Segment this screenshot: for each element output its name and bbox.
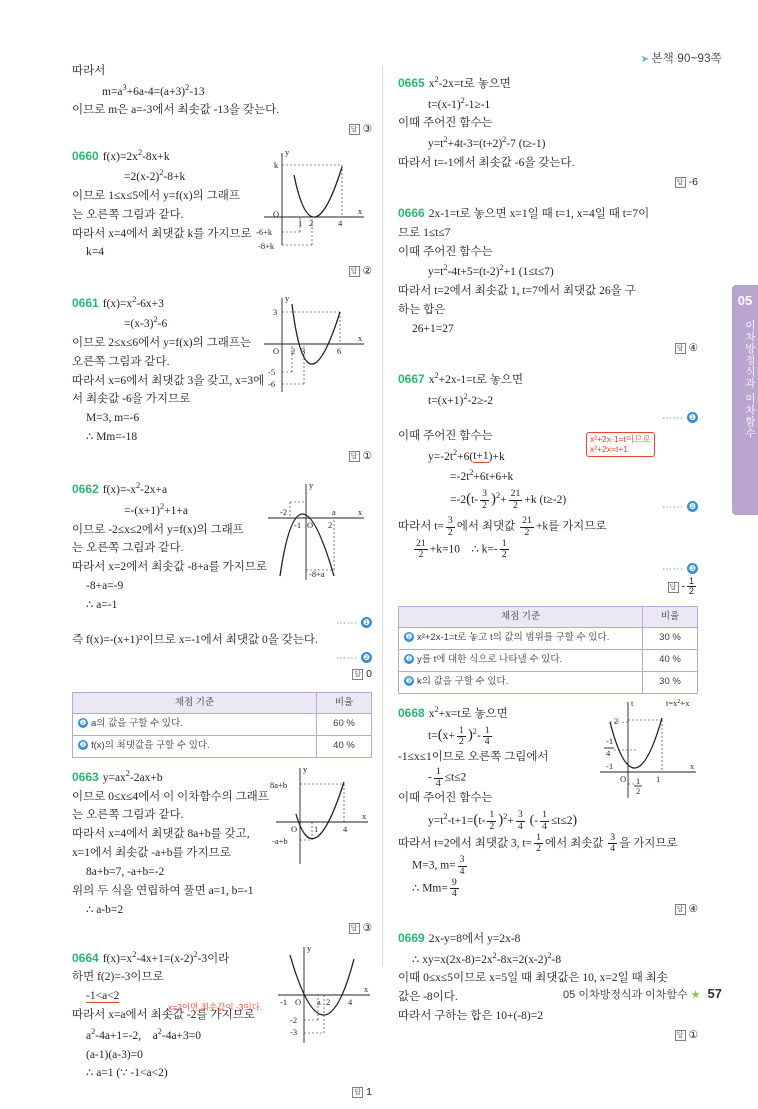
criteria-marker: ❶	[405, 632, 413, 642]
answer-line: 답 0	[72, 666, 372, 682]
arrow-icon: ➤	[640, 54, 650, 65]
text-line: 이때 주어진 함수는	[398, 791, 493, 804]
problem-0668	[398, 697, 698, 917]
formula-line: $y=t^2-4t+5=(t-2)^2+1$ (1≤t≤7)	[428, 263, 554, 279]
chapter-title: 이차방정식과 이차함수	[744, 320, 756, 439]
svg-text:-1: -1	[606, 760, 614, 771]
problem-head	[398, 204, 698, 224]
problem-head	[398, 74, 698, 94]
problem-number: 0668	[398, 705, 425, 720]
svg-text:-8+k: -8+k	[258, 240, 275, 251]
text-line: 따라서 x=4에서 최댓값 8a+b를 갖고,	[72, 828, 250, 841]
text-line: 따라서 t=2에서 최솟값 1, t=7에서 최댓값 26을 구	[398, 285, 636, 298]
problem-number: 0662	[72, 482, 99, 497]
cue-marker-2: ⋯⋯ ❷	[336, 652, 371, 664]
formula-line: $\frac{21}{2}$ +k=10 ∴ k=- $\frac{1}{2}$	[416, 538, 507, 561]
svg-text:2: 2	[328, 520, 333, 531]
text-line: ∴ a=-1	[86, 598, 118, 611]
graph-0660	[254, 145, 374, 262]
svg-text:3: 3	[301, 345, 306, 356]
answer-line: 답 1	[72, 1084, 372, 1100]
answer-line: 답 - $\frac{1}{2}$	[398, 577, 698, 597]
problem-number: 0669	[398, 930, 425, 945]
text-line: 하는 합은	[398, 303, 446, 316]
formula-line: $x^2+2x-1=t$로 놓으면	[428, 370, 524, 386]
formula-line: $t=(x+1)^2-2\ge-2$	[428, 391, 493, 407]
svg-text:2: 2	[614, 715, 619, 726]
problem-0666	[398, 204, 698, 356]
red-annotation: x=2이면 최솟값이 -3이다.	[168, 1001, 263, 1012]
answer-box-icon: 답	[675, 177, 686, 188]
svg-text:O: O	[307, 520, 314, 531]
formula-line: (a-1)(a-3)=0	[86, 1048, 143, 1061]
answer-box-icon: 답	[349, 451, 360, 462]
rubric-ratio-cell: 30 %	[643, 671, 698, 693]
criteria-marker: ❶	[79, 718, 87, 728]
svg-text:O: O	[291, 823, 298, 834]
text-line: 따라서 x=6에서 최댓값 3을 갖고, x=3에	[72, 374, 265, 387]
problem-0665	[398, 74, 698, 190]
answer-line: 답 ③	[72, 121, 372, 137]
formula-line: ∴ $xy=x(2x-8)=2x^2-8x=2(x-2)^2-8$	[412, 950, 562, 966]
answer-box-icon: 답	[675, 904, 686, 915]
text-line: 이므로 2≤x≤6에서 y=f(x)의 그래프는	[72, 336, 252, 349]
svg-text:1: 1	[636, 775, 641, 786]
text-line: 따라서 t= $\frac{3}{2}$ 에서 최댓값 $\frac{21}{2}$ +k를 가지므로	[398, 515, 607, 538]
text-line: 이므로 1≤x≤5에서 y=f(x)의 그래프	[72, 189, 240, 202]
problem-number: 0661	[72, 295, 99, 310]
formula-line: $=-2t^2+6t+6+k$	[450, 468, 514, 483]
formula-line: $y=t^2+4t-3=(t+2)^2-7$ (t≥-1)	[428, 135, 546, 151]
answer-box-icon: 답	[675, 1030, 686, 1041]
problem-number: 0666	[398, 205, 425, 220]
solution-intro	[72, 63, 372, 138]
svg-text:y: y	[307, 942, 312, 953]
problem-number: 0660	[72, 148, 99, 163]
svg-text:x: x	[364, 983, 369, 994]
svg-text:y: y	[285, 292, 290, 303]
formula-line: $y=-2t^2+6(t+1)+k$	[428, 447, 505, 463]
svg-text:O: O	[273, 345, 280, 356]
answer-line: 답 ①	[72, 448, 372, 464]
svg-text:-2: -2	[290, 1014, 298, 1025]
answer-box-icon: 답	[349, 266, 360, 277]
answer-line: 답 ①	[398, 1027, 698, 1043]
criteria-marker: ❷	[79, 740, 87, 750]
rubric-criteria-cell: ❶ a의 값을 구할 수 있다.	[73, 714, 317, 736]
answer-box-icon: 답	[349, 124, 360, 135]
table-row	[399, 650, 698, 672]
graph-0663	[260, 764, 375, 881]
rubric-ratio-header: 비율	[317, 692, 372, 714]
svg-text:x: x	[358, 507, 363, 518]
text-line: 따라서 x=2에서 최솟값 -8+a를 가지므로	[72, 561, 268, 574]
answer-line: 답 -6	[398, 174, 698, 190]
text-line: 이므로 m은 a=-3에서 최솟값 -13을 갖는다.	[72, 104, 280, 117]
svg-text:6: 6	[337, 345, 342, 356]
text-line: 따라서 구하는 합은 10+(-8)=2	[398, 1009, 543, 1022]
text-line: 는 오른쪽 그림과 같다.	[72, 809, 184, 822]
formula-line: t=(x+ $\frac{1}{2}$ )$^2$- $\frac{1}{4}$	[428, 725, 490, 748]
answer-line: 답 ④	[398, 901, 698, 917]
svg-text:O: O	[295, 996, 302, 1007]
problem-0663	[72, 763, 372, 937]
rubric-criteria-cell: ❷ f(x)의 최댓값을 구할 수 있다.	[73, 736, 317, 758]
problem-0661	[72, 294, 372, 465]
answer-box-icon: 답	[675, 343, 686, 354]
formula-line: $=(x-3)^2-6$	[124, 315, 168, 331]
svg-text:2: 2	[291, 345, 296, 356]
formula-line: $=2(x-2)^2-8+k$	[124, 168, 186, 184]
right-column	[398, 62, 698, 1052]
criteria-marker: ❷	[405, 654, 413, 664]
text-line: 는 오른쪽 그림과 같다.	[72, 208, 184, 221]
text-line: 위의 두 식을 연립하여 풀면 a=1, b=-1	[72, 884, 254, 897]
svg-text:x: x	[362, 810, 367, 821]
problem-number: 0665	[398, 76, 425, 90]
svg-text:x: x	[690, 760, 695, 771]
svg-text:2: 2	[636, 785, 641, 796]
text-line: 즉 f(x)=-(x+1)²이므로 x=-1에서 최댓값 0을 갖는다.	[72, 634, 318, 647]
formula-line: $x^2-2x=t$로 놓으면	[428, 75, 511, 90]
text-line: 8a+b=7, -a+b=-2	[86, 865, 165, 878]
text-line: 따라서 t=2에서 최댓값 3, t= $\frac{1}{2}$ 에서 최솟값 $\frac{3}{4}$ 을 가지므로	[398, 831, 678, 855]
problem-number: 0667	[398, 371, 425, 386]
cue-marker-2: ⋯⋯ ❷	[662, 501, 697, 513]
text-line: -1≤x≤1이므로 오른쪽 그림에서	[398, 750, 549, 763]
text-line: 26+1=27	[412, 322, 454, 335]
rubric-criteria-header: 채점 기준	[399, 606, 643, 628]
svg-text:-1: -1	[606, 735, 614, 746]
table-header-row	[399, 606, 698, 628]
svg-text:y: y	[303, 763, 308, 774]
rubric-table-0662	[72, 692, 372, 758]
footer-chapter: 05 이차방정식과 이차함수	[563, 989, 688, 1001]
rubric-criteria-header: 채점 기준	[73, 692, 317, 714]
text-line: 는 오른쪽 그림과 같다.	[72, 542, 184, 555]
graph-0661	[254, 292, 374, 409]
formula-line: $f(x)=-x^2-2x+a$	[102, 481, 168, 497]
svg-text:8a+b: 8a+b	[270, 779, 288, 790]
answer-box-icon: 답	[668, 582, 679, 593]
formula-line: $f(x)=x^2-4x+1=(x-2)^2-3$이라	[102, 949, 230, 965]
problem-number: 0663	[72, 769, 99, 784]
text-line: 므로 1≤t≤7	[398, 226, 451, 239]
text-line: 이때 주어진 함수는	[398, 245, 493, 258]
rubric-ratio-cell: 60 %	[317, 714, 372, 736]
formula-line: $x^2+x=t$로 놓으면	[428, 704, 508, 720]
svg-text:2: 2	[326, 996, 331, 1007]
text-line: 따라서 x=a에서 최솟값 -2를 가지므로	[72, 1009, 255, 1022]
graph-0662	[254, 480, 374, 597]
text-line: 서 최솟값 -6을 가지므로	[72, 393, 191, 406]
rubric-table-0667	[398, 606, 698, 694]
rubric-ratio-cell: 30 %	[643, 628, 698, 650]
rubric-criteria-cell: ❷ y를 t에 대한 식으로 나타낼 수 있다.	[399, 650, 643, 672]
svg-text:3: 3	[273, 306, 278, 317]
svg-text:1: 1	[656, 773, 661, 784]
text-line: 오른쪽 그림과 같다.	[72, 355, 170, 368]
formula-line: $f(x)=2x^2-8x+k$	[102, 147, 170, 163]
table-row	[73, 714, 372, 736]
answer-line: 답 ④	[398, 340, 698, 356]
formula-line: $f(x)=x^2-6x+3$	[102, 294, 164, 310]
footer-page-number: 57	[707, 986, 722, 1001]
answer-line: 답 ②	[72, 263, 372, 279]
formula-line: - $\frac{1}{4}$ ≤t≤2	[428, 766, 467, 789]
rubric-criteria-cell: ❸ k의 값을 구할 수 있다.	[399, 671, 643, 693]
svg-text:-2: -2	[280, 507, 288, 518]
svg-text:1: 1	[314, 823, 319, 834]
text-line: 이때 주어진 함수는	[398, 117, 493, 130]
problem-0662	[72, 480, 372, 683]
star-icon: ★	[690, 989, 701, 1001]
svg-text:y: y	[285, 146, 290, 157]
graph-0664	[262, 943, 377, 1060]
chapter-number: 05	[737, 293, 753, 308]
svg-text:4: 4	[338, 217, 343, 228]
header-reference: ➤ 본책 90~93쪽	[640, 53, 722, 65]
svg-text:-a+b: -a+b	[272, 835, 288, 846]
svg-text:-5: -5	[268, 366, 276, 377]
rubric-ratio-cell: 40 %	[317, 736, 372, 758]
formula-line: $y=ax^2-2ax+b$	[102, 769, 163, 784]
svg-text:-3: -3	[290, 1026, 298, 1037]
table-header-row	[73, 692, 372, 714]
svg-text:a: a	[317, 996, 321, 1007]
svg-text:-8+a: -8+a	[309, 569, 325, 580]
cue-marker-1: ⋯⋯ ❶	[662, 413, 697, 425]
graph-0668	[584, 698, 704, 815]
svg-text:O: O	[620, 773, 627, 784]
answer-box-icon: 답	[352, 1087, 363, 1098]
svg-text:t: t	[631, 697, 634, 708]
criteria-marker: ❸	[405, 675, 413, 685]
text-line: ∴ a-b=2	[86, 903, 124, 916]
svg-text:a: a	[332, 507, 336, 518]
svg-text:t=x2+x: $t=x^2+x$	[666, 697, 690, 708]
svg-text:-1: -1	[280, 996, 288, 1007]
formula-line: $a^2-4a+1=-2$, $a^2-4a+3=0$	[86, 1026, 202, 1042]
text-line: 따라서 t=-1에서 최솟값 -6을 갖는다.	[398, 156, 575, 169]
text-line: x=1에서 최솟값 -a+b를 가지므로	[72, 847, 231, 860]
text-line: 이므로 -2≤x≤2에서 y=f(x)의 그래프	[72, 523, 244, 536]
rubric-ratio-cell: 40 %	[643, 650, 698, 672]
text-line: ∴ Mm=-18	[86, 431, 138, 444]
problem-0660	[72, 147, 372, 280]
table-row	[399, 628, 698, 650]
formula-line: =-2(t- $\frac{3}{2}$ )$^2$+ $\frac{21}{2}$ +k (t≥-2)	[450, 488, 567, 511]
text-line: k=4	[86, 246, 104, 259]
column-divider	[382, 66, 383, 966]
answer-box-icon: 답	[352, 669, 363, 680]
formula-line: M=3, m= $\frac{3}{4}$	[412, 854, 465, 877]
problem-0664	[72, 942, 372, 1101]
svg-text:2: 2	[309, 217, 314, 228]
table-row	[73, 736, 372, 758]
svg-text:4: 4	[606, 747, 611, 758]
text-line: ∴ a=1 (∵ -1<a<2)	[86, 1067, 168, 1080]
text-line: 2x-y=8에서 y=2x-8	[428, 932, 521, 945]
page-footer	[563, 986, 722, 1002]
chapter-side-tab	[732, 285, 758, 515]
svg-text:-6+k: -6+k	[256, 226, 273, 237]
rubric-ratio-header: 비율	[643, 606, 698, 628]
red-annotation: x²+2x-1=t이므로 x²+2x=t+1	[586, 432, 655, 457]
text-line: 이때 0≤x≤5이므로 x=5일 때 최댓값은 10, x=2일 때 최솟	[398, 972, 668, 985]
svg-text:O: O	[273, 208, 280, 219]
svg-text:x: x	[358, 205, 363, 216]
formula-line: $m=a^3+6a-4=(a+3)^2-13$	[102, 82, 205, 98]
cue-marker-1: ⋯⋯ ❶	[336, 617, 371, 629]
formula-line: ∴ Mm= $\frac{9}{4}$	[412, 877, 457, 900]
svg-text:-6: -6	[268, 378, 276, 389]
svg-text:x: x	[358, 332, 363, 343]
answer-line: 답 ③	[72, 920, 372, 936]
formula-line: $t=(x-1)^2-1\ge-1$	[428, 95, 491, 111]
text-line: 2x-1=t로 놓으면 x=1일 때 t=1, x=4일 때 t=7이	[428, 207, 650, 220]
rubric-criteria-cell: ❶ x²+2x-1=t로 놓고 t의 값의 범위를 구할 수 있다.	[399, 628, 643, 650]
left-column	[72, 62, 372, 1109]
text-line: 따라서 x=4에서 최댓값 k를 가지므로	[72, 227, 252, 240]
problem-0667	[398, 370, 698, 597]
svg-text:4: 4	[343, 823, 348, 834]
text-line: 이때 주어진 함수는	[398, 429, 493, 442]
text-line: 하면 f(2)=-3이므로	[72, 971, 164, 984]
text-line: -8+a=-9	[86, 579, 124, 592]
problem-number: 0664	[72, 950, 99, 965]
text-line: M=3, m=-6	[86, 412, 140, 425]
text-line: 따라서	[72, 65, 106, 77]
svg-text:-1: -1	[294, 520, 302, 531]
svg-text:1: 1	[298, 217, 303, 228]
table-row	[399, 671, 698, 693]
svg-text:y: y	[309, 480, 314, 491]
answer-box-icon: 답	[349, 923, 360, 934]
problem-head	[398, 370, 698, 390]
formula-line: $=-(x+1)^2+1+a$	[124, 501, 188, 517]
cue-marker-3: ⋯⋯ ❸	[662, 563, 697, 575]
text-line: 값은 -8이다.	[398, 991, 458, 1004]
svg-text:k: k	[274, 159, 279, 170]
formula-line: -1<a<2	[86, 990, 120, 1003]
text-line: 이므로 0≤x≤4에서 이 이차함수의 그래프	[72, 790, 269, 803]
formula-line: $y=t^2-t+1=(t-$ $\frac{1}{2}$ )$^2$+ $\frac{3}{4}$ (- $\frac{1}{4}$ ≤t≤2)	[428, 809, 578, 832]
problem-head	[398, 929, 698, 949]
svg-text:4: 4	[348, 996, 353, 1007]
